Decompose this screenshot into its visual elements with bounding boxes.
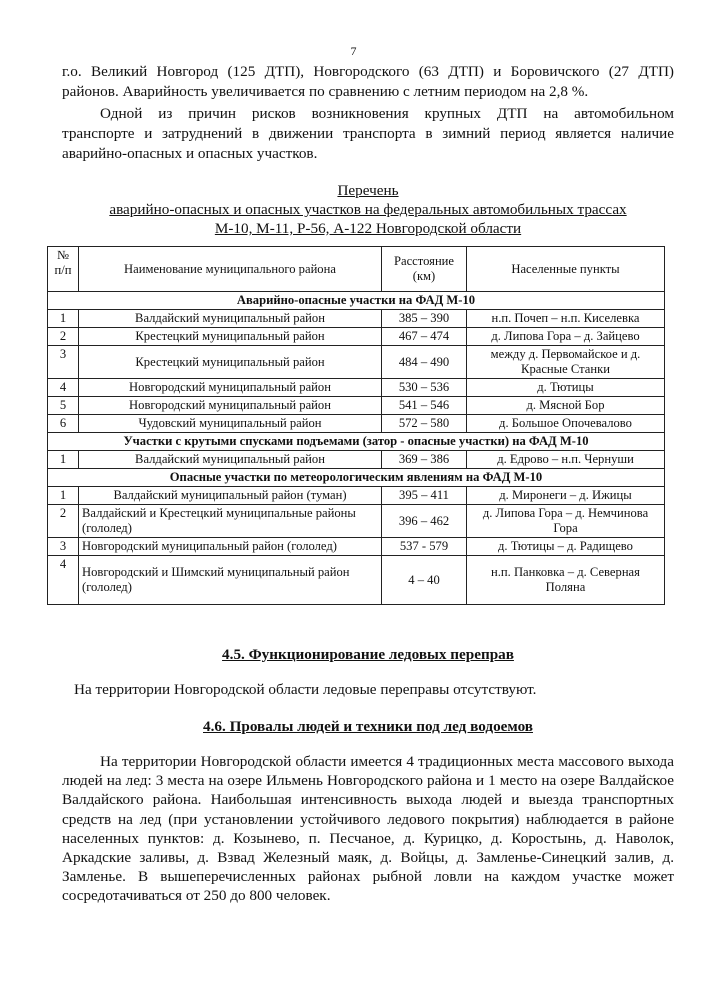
cell-district: Новгородский муниципальный район (гололед) [79, 538, 382, 556]
intro-p2-line-1: Одной из причин рисков возникновения крупных ДТП на автомобильном [100, 105, 674, 122]
section-46-text: На территории Новгородской области имеется 4 традиционных места массового выхода людей на лед: 3 места на озере Ильмень Новгородского района и 1 место на озере Валдайское Валдайского района. Наибольшая интенсивность выхода людей и выезда транспортных средств на лед (при установлении устойчивого ледового покрытия) наблюдается в районе населенных пунктов: д. Козынево, п. Песчаное, д. Курицко, д. Коростынь, д. Наволок, Аркадские заливы, д. Взвад Железный маяк, д. Войцы, д. Замленье-Синецкий залив, д. Замленье. В вышеперечисленных районах рыбной ловли на каждом участке может сосредотачиваться от 250 до 800 человек. [62, 753, 674, 905]
cell-range: 572 – 580 [382, 415, 467, 433]
cell-places: д. Миронеги – д. Ижицы [467, 487, 665, 505]
table-row [48, 556, 665, 605]
table-row [48, 346, 665, 379]
cell-range: 396 – 462 [382, 505, 467, 538]
cell-district: Валдайский и Крестецкий муниципальные районы (гололед) [79, 505, 382, 538]
cell-places: д. Тютицы [467, 379, 665, 397]
cell-num: 6 [48, 415, 79, 433]
cell-places: д. Липова Гора – д. Немчинова Гора [467, 505, 665, 538]
cell-num: 4 [48, 556, 79, 605]
cell-places: д. Липова Гора – д. Зайцево [467, 328, 665, 346]
dangerous-sections-table [47, 246, 665, 605]
cell-district: Новгородский муниципальный район [79, 397, 382, 415]
cell-range: 369 – 386 [382, 451, 467, 469]
cell-num: 1 [48, 310, 79, 328]
cell-district: Чудовский муниципальный район [79, 415, 382, 433]
cell-num: 2 [48, 328, 79, 346]
page-number: 7 [350, 44, 357, 58]
cell-num: 5 [48, 397, 79, 415]
cell-places: д. Едрово – н.п. Чернуши [467, 451, 665, 469]
cell-num: 3 [48, 346, 79, 379]
section-row [48, 469, 665, 487]
cell-district: Валдайский муниципальный район [79, 451, 382, 469]
table-row [48, 328, 665, 346]
section-title: Участки с крутыми спусками подъемами (затор - опасные участки) на ФАД М-10 [48, 433, 665, 451]
cell-range: 467 – 474 [382, 328, 467, 346]
cell-range: 530 – 536 [382, 379, 467, 397]
cell-num: 3 [48, 538, 79, 556]
cell-range: 541 – 546 [382, 397, 467, 415]
table-row [48, 451, 665, 469]
section-45-heading: 4.5. Функционирование ледовых переправ [222, 646, 514, 663]
table-row [48, 310, 665, 328]
header-district: Наименование муниципального района [79, 247, 382, 292]
cell-places: д. Мясной Бор [467, 397, 665, 415]
cell-num: 1 [48, 451, 79, 469]
cell-range: 4 – 40 [382, 556, 467, 605]
cell-places: между д. Первомайское и д. Красные Станки [467, 346, 665, 379]
cell-range: 484 – 490 [382, 346, 467, 379]
cell-district: Валдайский муниципальный район (туман) [79, 487, 382, 505]
intro-line-2: районов. Аварийность увеличивается по сравнению с летним периодом на 2,8 %. [62, 83, 589, 100]
cell-num: 1 [48, 487, 79, 505]
section-45-text: На территории Новгородской области ледовые переправы отсутствуют. [74, 681, 537, 698]
section-title: Опасные участки по метеорологическим явлениям на ФАД М-10 [48, 469, 665, 487]
header-distance: Расстояние (км) [382, 247, 467, 292]
intro-p2-line-2: транспорте и затруднений в движении транспорта в зимний период является наличие [62, 125, 674, 142]
cell-district: Новгородский муниципальный район [79, 379, 382, 397]
table-header-row [48, 247, 665, 292]
section-title: Аварийно-опасные участки на ФАД М-10 [48, 292, 665, 310]
table-row [48, 538, 665, 556]
table-row [48, 415, 665, 433]
table-row [48, 379, 665, 397]
list-title-line-2: аварийно-опасных и опасных участков на федеральных автомобильных трассах [109, 201, 627, 218]
cell-range: 385 – 390 [382, 310, 467, 328]
section-row [48, 433, 665, 451]
cell-num: 4 [48, 379, 79, 397]
table-row [48, 397, 665, 415]
cell-district: Новгородский и Шимский муниципальный район (гололед) [79, 556, 382, 605]
cell-range: 537 - 579 [382, 538, 467, 556]
cell-range: 395 – 411 [382, 487, 467, 505]
section-46-heading: 4.6. Провалы людей и техники под лед водоемов [203, 718, 533, 735]
cell-district: Крестецкий муниципальный район [79, 328, 382, 346]
intro-p2-line-3: аварийно-опасных и опасных участков. [62, 145, 318, 162]
header-num: № п/п [48, 247, 79, 292]
table-row [48, 487, 665, 505]
cell-places: н.п. Почеп – н.п. Киселевка [467, 310, 665, 328]
cell-places: д. Тютицы – д. Радищево [467, 538, 665, 556]
header-places: Населенные пункты [467, 247, 665, 292]
table-row [48, 505, 665, 538]
cell-places: н.п. Панковка – д. Северная Поляна [467, 556, 665, 605]
list-title-line-1: Перечень [337, 182, 399, 199]
cell-places: д. Большое Опочевалово [467, 415, 665, 433]
section-row [48, 292, 665, 310]
cell-district: Валдайский муниципальный район [79, 310, 382, 328]
cell-district: Крестецкий муниципальный район [79, 346, 382, 379]
cell-num: 2 [48, 505, 79, 538]
intro-line-1: г.о. Великий Новгород (125 ДТП), Новгородского (63 ДТП) и Боровичского (27 ДТП) [62, 63, 674, 80]
list-title-line-3: М-10, М-11, Р-56, А-122 Новгородской области [214, 220, 522, 237]
